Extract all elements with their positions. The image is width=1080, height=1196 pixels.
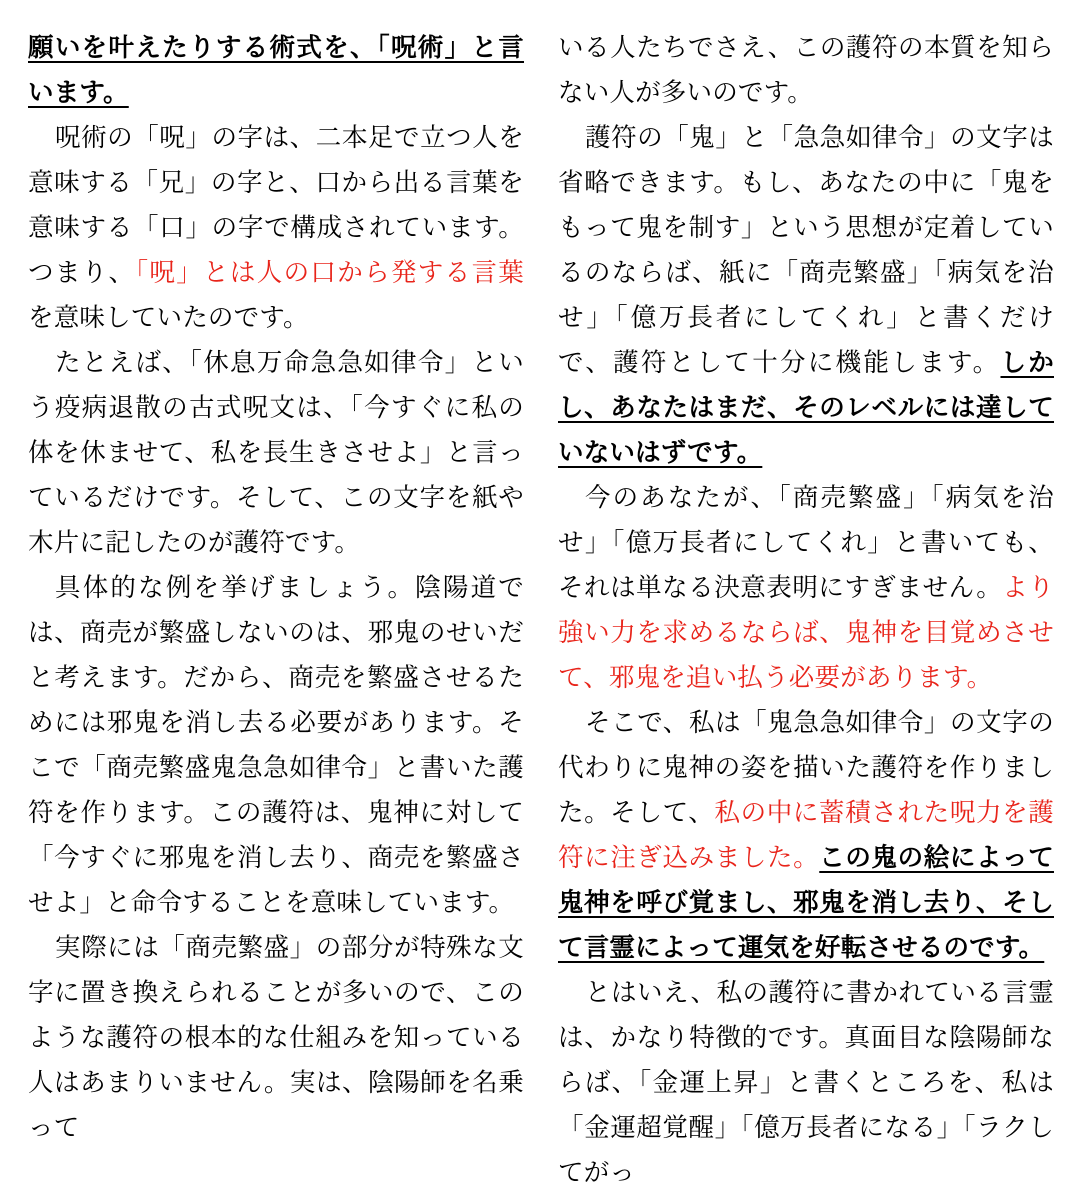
text-run: 「呪」とは人の口から発する言葉 xyxy=(135,259,524,287)
text-run: 護符の「鬼」と「急急如律令」の文字は省略できます。もし、あなたの中に「鬼をもって鬼を制す」という思想が定着しているのならば、紙に「商売繁盛」「病気を治せ」「億万長者にしてくれ」と書くだけで、護符として十分に機能します。 xyxy=(558,124,1054,377)
text-run: たとえば、「休息万命急急如律令」という疫病退散の古式呪文は、「今すぐに私の体を休ませて、私を長生きさせよ」と言っているだけです。そして、この文字を紙や木片に記したのが護符です。 xyxy=(28,349,524,557)
text-run: そこで、私は「鬼急急如律令」の文字の代わりに鬼神の姿を描いた護符を作りました。そして、 xyxy=(558,709,1054,827)
paragraph xyxy=(28,566,524,926)
text-run: 願いを叶えたりする術式を、「呪術」と言います。 xyxy=(28,34,524,107)
paragraph xyxy=(28,26,524,116)
text-run: この鬼の絵によって鬼神を呼び覚まし、邪鬼を消し去り、そして言霊によって運気を好転させるのです。 xyxy=(558,844,1054,962)
text-run: を意味していたのです。 xyxy=(28,304,309,332)
right-column xyxy=(558,26,1054,1187)
text-run: 呪術の「呪」の字は、二本足で立つ人を意味する「兄」の字と、口から出る言葉を意味する「口」の字で構成されています。つまり、 xyxy=(28,124,524,287)
text-run: いる人たちでさえ、この護符の本質を知らない人が多いのです。 xyxy=(558,34,1054,107)
paragraph xyxy=(558,971,1054,1196)
paragraph xyxy=(558,701,1054,971)
paragraph xyxy=(28,116,524,341)
text-run: 今のあなたが、「商売繁盛」「病気を治せ」「億万長者にしてくれ」と書いても、それは単なる決意表明にすぎません。 xyxy=(558,484,1054,602)
paragraph xyxy=(28,341,524,566)
left-column xyxy=(28,26,524,1142)
text-run: 私の中に蓄積された呪力を護符に注ぎ込みました。 xyxy=(558,799,1054,872)
text-run: より強い力を求めるならば、鬼神を目覚めさせて、邪鬼を追い払う必要があります。 xyxy=(558,574,1054,692)
text-run: 実際には「商売繁盛」の部分が特殊な文字に置き換えられることが多いので、このような護符の根本的な仕組みを知っている人はあまりいません。実は、陰陽師を名乗って xyxy=(28,934,524,1142)
text-run: とはいえ、私の護符に書かれている言霊は、かなり特徴的です。真面目な陰陽師ならば、「金運上昇」と書くところを、私は「金運超覚醒」「億万長者になる」「ラクしてがっ xyxy=(558,979,1054,1187)
text-run: 具体的な例を挙げましょう。陰陽道では、商売が繁盛しないのは、邪鬼のせいだと考えます。だから、商売を繁盛させるためには邪鬼を消し去る必要があります。そこで「商売繁盛鬼急急如律令」と書いた護符を作ります。この護符は、鬼神に対して「今すぐに邪鬼を消し去り、商売を繁盛させよ」と命令することを意味しています。 xyxy=(28,574,524,917)
paragraph xyxy=(558,116,1054,476)
paragraph xyxy=(28,926,524,1151)
paragraph xyxy=(558,476,1054,701)
paragraph xyxy=(558,26,1054,116)
text-run: しかし、あなたはまだ、そのレベルには達していないはずです。 xyxy=(558,349,1054,467)
